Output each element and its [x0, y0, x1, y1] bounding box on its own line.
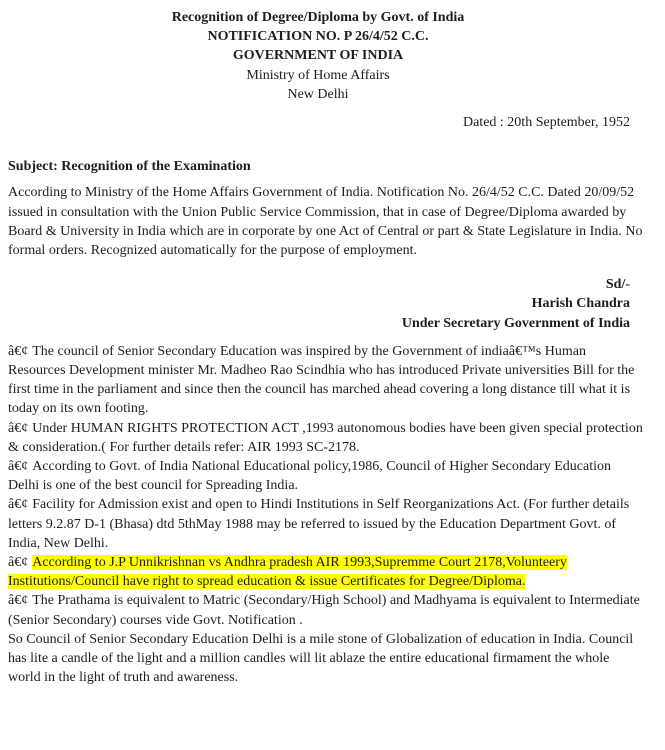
- document-header: [8, 8, 628, 104]
- bullet-paragraph: [8, 342, 645, 419]
- signature-sd-line: Sd/-: [605, 277, 630, 293]
- bullet-marker: â€¢: [8, 555, 29, 571]
- intro-paragraph: According to Ministry of the Home Affairs Government of India. Notification No. 26/4/52 C.C. Dated 20/09/52 issued in consultation with the Union Public Service Commission, that in case of Degree/Diploma awarded by Board & University in India which are in corporate by one Act of Central or part & State Legislature in India. No formal orders. Recognized automatically for the purpose of employment.: [8, 185, 643, 259]
- bullet-marker: â€¢: [8, 459, 29, 475]
- signature-block: [8, 275, 630, 333]
- bullet-marker: â€¢: [8, 420, 29, 436]
- dated-line: Dated : 20th September, 1952: [462, 115, 630, 131]
- bullet-text: The Prathama is equivalent to Matric (Secondary/High School) and Madhyama is equivalent to Intermediate (Senior Secondary) courses vide Govt. Notification .: [8, 593, 640, 628]
- bullet-text: The council of Senior Secondary Education was inspired by the Government of indiaâ€™s Human Resources Development minister Mr. Madheo Rao Scindhia who has introduced Private universities Bill for the first time in the parliament and since then the council has marched ahead covering a long distance till what it is today on its own footing.: [8, 343, 635, 417]
- signature-designation: Under Secretary Government of India: [401, 315, 630, 331]
- header-ministry-line: Ministry of Home Affairs: [246, 67, 390, 83]
- bullet-marker: â€¢: [8, 497, 29, 513]
- bullet-text: Under HUMAN RIGHTS PROTECTION ACT ,1993 autonomous bodies have been given special protection & consideration.( For further details refer: AIR 1993 SC-2178.: [8, 420, 643, 455]
- header-notification-number: NOTIFICATION NO. P 26/4/52 C.C.: [207, 29, 429, 45]
- header-title: Recognition of Degree/Diploma by Govt. of India: [171, 10, 465, 25]
- subject-line: Subject: Recognition of the Examination: [8, 159, 251, 175]
- bullet-paragraph: [8, 457, 645, 495]
- bullet-text: According to Govt. of India National Educational policy,1986, Council of Higher Secondary Education Delhi is one of the best council for Spreading India.: [8, 459, 611, 494]
- bullet-paragraph: [8, 495, 645, 553]
- bullet-list: [8, 342, 645, 688]
- bullet-text: Facility for Admission exist and open to Hindi Institutions in Self Reorganizations Act. (For further details letters 9.2.87 D-1 (Bhasa) dtd 5thMay 1988 may be referred to issued by the Education Department Govt. of India, New Delhi.: [8, 497, 630, 551]
- bullet-marker: â€¢: [8, 593, 29, 609]
- highlighted-bullet-text: According to J.P Unnikrishnan vs Andhra pradesh AIR 1993,Supremme Court 2178,Volunteery Institutions/Council have right to spread education & issue Certificates for Degree/Diploma.: [8, 555, 567, 590]
- header-city-line: New Delhi: [287, 86, 349, 102]
- bullet-marker: â€¢: [8, 343, 29, 359]
- bullet-paragraph-highlighted: [8, 553, 645, 591]
- header-government-line: GOVERNMENT OF INDIA: [232, 48, 404, 64]
- bullet-paragraph: [8, 591, 645, 629]
- closing-paragraph: So Council of Senior Secondary Education Delhi is a mile stone of Globalization of education in India. Council has lite a candle of the light and a million candles will lit ablaze the entire educational firmament the whole world in the light of truth and awareness.: [8, 631, 634, 686]
- bullet-paragraph: [8, 419, 645, 457]
- signature-name: Harish Chandra: [531, 296, 630, 312]
